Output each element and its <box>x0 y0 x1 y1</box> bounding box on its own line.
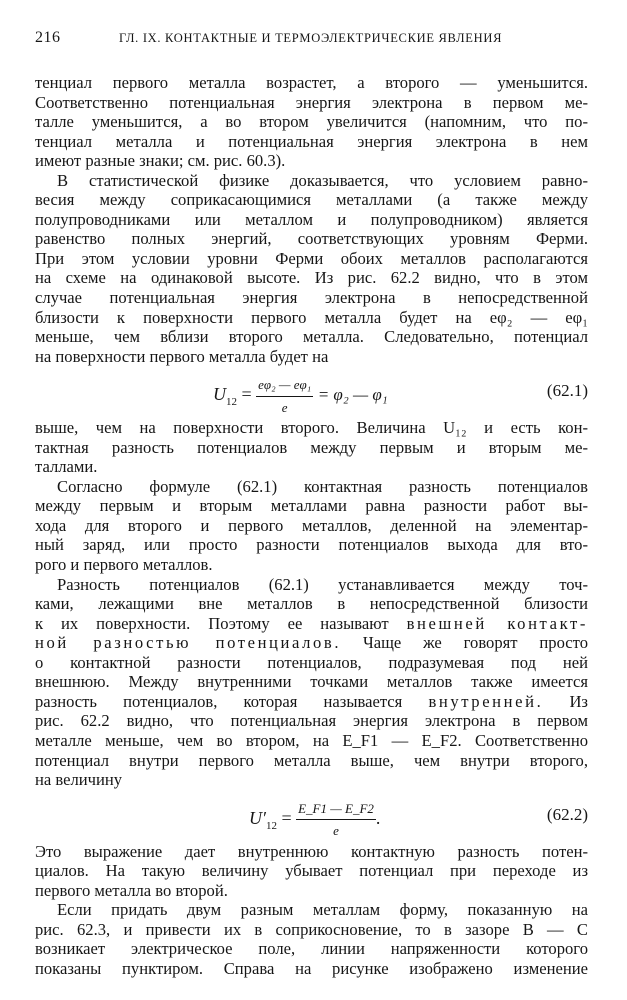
text-line: первого металла во второй. <box>35 880 228 900</box>
text-line: талле уменьшится, а во втором увеличится (напомним, что по- <box>35 112 588 132</box>
text-run: к их поверхности. Поэтому ее называют <box>35 613 389 633</box>
text-line: Разность потенциалов (62.1) устанавливается между точ- <box>57 574 588 594</box>
spaced-term: ной разностью потенциалов. <box>35 633 342 653</box>
equation-number: (62.2) <box>546 804 588 824</box>
text-line: Соответственно потенциальная энергия электрона в первом ме- <box>35 92 588 112</box>
text-line: тактная разность потенциалов между первым и вторым ме- <box>35 437 588 457</box>
text-line: на схеме на одинаковой высоте. Из рис. 62.2 видно, что в этом <box>35 268 588 288</box>
text-line: возникает электрическое поле, линии напряженности которого <box>35 939 588 959</box>
formula-rhs: = φ₂ — φ₁ <box>317 385 388 405</box>
paragraph-3 <box>35 418 588 477</box>
formula-denominator: e <box>281 399 288 415</box>
formula-fraction <box>296 799 376 841</box>
text-line: на величину <box>35 770 123 790</box>
text-line: меньше, чем вблизи второго металла. Следовательно, потенциал <box>35 327 588 347</box>
text-line <box>35 633 588 653</box>
text-line: показаны пунктиром. Справа на рисунке изображено изменение <box>35 958 588 978</box>
text-line: на поверхности первого металла будет на <box>35 346 329 366</box>
text-line: полупроводниками или металлом и полупроводником) является <box>35 209 588 229</box>
text-line: выше, чем на поверхности второго. Величина U₁₂ и есть кон- <box>35 418 588 438</box>
text-line: о контактной разности потенциалов, подразумевая под ней <box>35 652 588 672</box>
formula-fraction <box>256 375 313 417</box>
text-line: рис. 62.3, и привести их в соприкосновение, то в зазоре B — C <box>35 919 588 939</box>
spaced-term: внутренней. <box>428 691 544 711</box>
text-line: тенциал первого металла возрастет, а второго — уменьшится. <box>35 73 588 92</box>
text-line: ный заряд, или просто разности потенциалов выхода для вто- <box>35 535 588 555</box>
formula-lhs: U′ <box>249 807 266 828</box>
text-line: равенство полных энергий, соответствующих уровням Ферми. <box>35 229 588 249</box>
paragraph-7 <box>35 900 588 978</box>
formula-lhs-subscript: 12 <box>265 819 277 832</box>
formula-62-2 <box>35 794 588 839</box>
paragraph-1 <box>35 73 588 171</box>
paragraph-5 <box>35 575 588 790</box>
text-line: При этом условии уровни Ферми обоих металлов располагаются <box>35 248 588 268</box>
text-line: рого и первого металлов. <box>35 555 213 575</box>
paragraph-6 <box>35 842 588 901</box>
text-line: Это выражение дает внутреннюю контактную разность потен- <box>35 841 588 861</box>
spaced-term: внешней контакт- <box>406 613 588 633</box>
text-line <box>35 614 588 634</box>
formula-tail: . <box>375 807 381 828</box>
text-line: между первым и вторым металлами равна разности работ вы- <box>35 496 588 516</box>
text-line: циалов. На такую величину убывает потенциал при переходе из <box>35 861 588 881</box>
page-header <box>35 29 595 51</box>
text-line: Если придать двум разным металлам форму, показанную на <box>57 900 588 920</box>
formula-numerator: eφ₂ — eφ₁ <box>256 375 313 397</box>
text-line <box>35 692 588 712</box>
text-run: Из <box>569 691 588 711</box>
text-line: имеют разные знаки; см. рис. 60.3). <box>35 151 286 171</box>
page-body <box>35 73 588 978</box>
text-line: весия между соприкасающимися металлами (а также между <box>35 190 588 210</box>
text-line: ками, лежащими вне металлов в непосредственной близости <box>35 594 588 614</box>
formula-body: $U'_{12}$ = $\frac{E\_F1 — E\_F2}{e}$ . <box>249 799 380 841</box>
text-line: В статистической физике доказывается, что условием равно- <box>57 170 588 190</box>
equation-number: (62.1) <box>546 381 588 401</box>
formula-62-1 <box>35 370 588 415</box>
text-line: внешнюю. Между внутренними точками металлов также имеется <box>35 672 588 692</box>
text-line: тенциал металла и потенциальная энергия электрона в нем <box>35 131 588 151</box>
running-title: ГЛ. IX. КОНТАКТНЫЕ И ТЕРМОЭЛЕКТРИЧЕСКИЕ ЯВЛЕНИЯ <box>119 31 503 45</box>
formula-lhs: U <box>213 384 226 405</box>
page-number: 216 <box>35 29 61 46</box>
text-line: случае потенциальная энергия электрона в непосредственной <box>35 288 588 308</box>
text-line: близости к поверхности первого металла будет на eφ₂ — eφ₁ <box>35 307 588 327</box>
text-line: рис. 62.2 видно, что потенциальная энергия электрона в первом <box>35 711 588 731</box>
formula-numerator: E_F1 — E_F2 <box>296 799 376 821</box>
text-line: Согласно формуле (62.1) контактная разность потенциалов <box>57 476 588 496</box>
text-line: металле меньше, чем во втором, на E_F1 — E_F2. Соответственно <box>35 730 588 750</box>
text-line: потенциал внутри первого металла выше, чем внутри второго, <box>35 750 588 770</box>
text-line: хода для второго и первого металлов, деленной на элементар- <box>35 515 588 535</box>
paragraph-2 <box>35 171 588 366</box>
formula-denominator: e <box>333 823 339 839</box>
paragraph-4 <box>35 477 588 575</box>
text-run: Чаще же говорят просто <box>362 633 588 653</box>
formula-lhs-subscript: 12 <box>226 395 237 408</box>
formula-body: $U_{12}$ = $\frac{\text{eφ₂ — eφ₁}}{e}$ = φ₂ — φ₁ <box>213 375 388 417</box>
text-line: таллами. <box>35 457 98 477</box>
text-run: разность потенциалов, которая называется <box>35 691 403 711</box>
